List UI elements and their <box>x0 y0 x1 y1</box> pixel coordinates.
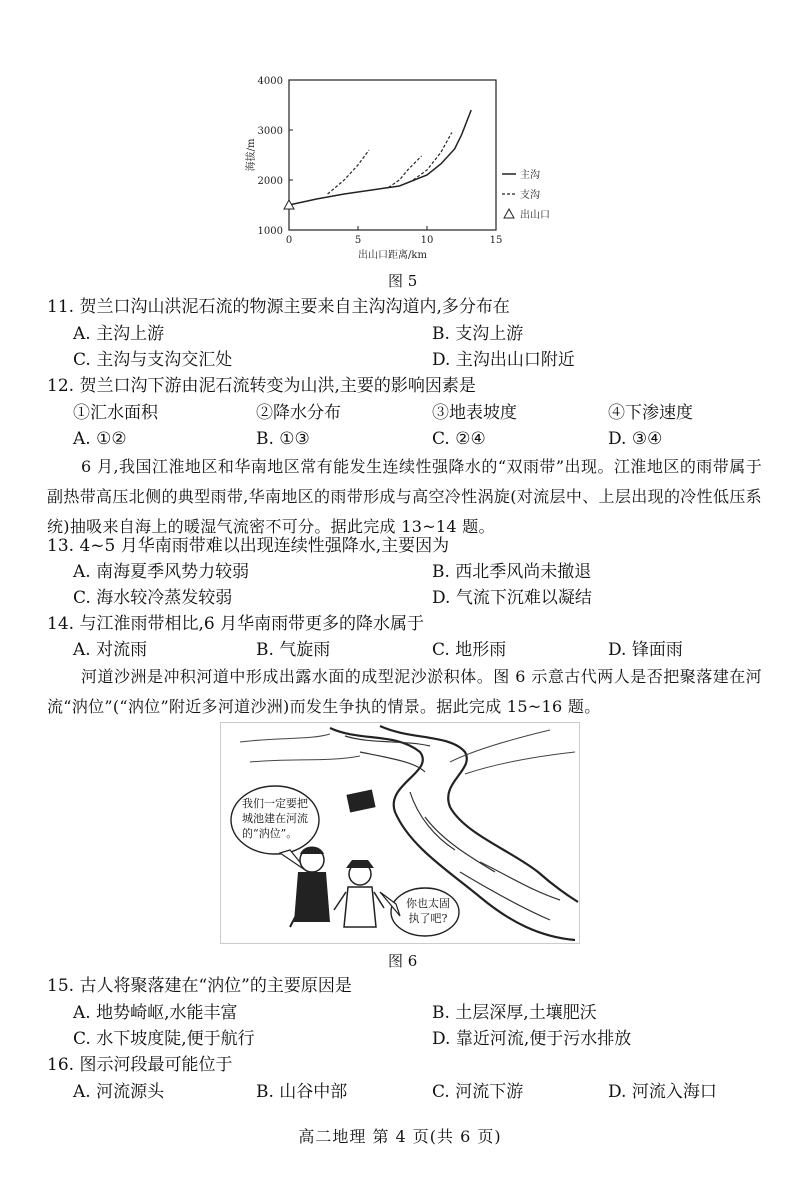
figure6-caption: 图 6 <box>388 952 418 970</box>
q12-factor-4: ④下渗速度 <box>608 403 693 423</box>
x-axis-label: 出山口距离/km <box>358 250 427 261</box>
q12-option-c[interactable]: C. ②④ <box>432 429 486 449</box>
q16-option-d[interactable]: D. 河流入海口 <box>608 1082 717 1102</box>
x-tick-label: 0 <box>285 235 293 246</box>
q14-option-b[interactable]: B. 气旋雨 <box>256 640 331 660</box>
main-gully-line <box>289 110 471 205</box>
legend-outlet-swatch <box>504 209 514 218</box>
q11-option-c[interactable]: C. 主沟与支沟交汇处 <box>73 350 233 370</box>
speech-bubble-city: 我们一定要把 城池建在河流 的“汭位”。 <box>242 797 308 840</box>
passage-river-sandbar: 河道沙洲是冲积河道中形成出露水面的成型泥沙淤积体。图 6 示意古代两人是否把聚落建在河流“汭位”(“汭位”附近多河道沙洲)而发生争执的情景。据此完成 15~16 题。 <box>47 667 762 716</box>
q12-factor-2: ②降水分布 <box>256 403 341 423</box>
q13-option-d[interactable]: D. 气流下沉难以凝结 <box>432 588 592 608</box>
question-12-stem: 12. 贺兰口沟下游由泥石流转变为山洪,主要的影响因素是 <box>47 376 476 396</box>
legend-outlet-label: 出山口 <box>520 210 550 221</box>
q11-option-d[interactable]: D. 主沟出山口附近 <box>432 350 575 370</box>
legend-main-label: 主沟 <box>520 170 540 181</box>
q12-factor-3: ③地表坡度 <box>432 403 517 423</box>
y-axis-label: 海拔/m <box>246 138 257 172</box>
x-tick-label: 5 <box>354 235 362 246</box>
speech-bubble-stubborn: 你也太固 执了吧? <box>406 897 450 925</box>
legend-branch-label: 支沟 <box>520 190 540 201</box>
q11-option-a[interactable]: A. 主沟上游 <box>73 324 165 344</box>
branch-gully-line-1 <box>328 150 369 194</box>
q13-option-b[interactable]: B. 西北季风尚未撤退 <box>432 562 592 582</box>
q11-option-b[interactable]: B. 支沟上游 <box>432 324 524 344</box>
passage-double-rain-belt: 6 月,我国江淮地区和华南地区常有能发生连续性强降水的“双雨带”出现。江淮地区的雨带属于副热带高压北侧的典型雨带,华南地区的雨带形成与高空冷性涡旋(对流层中、上层出现的冷性低压系统)抽吸来自海上的暖湿气流密不可分。据此完成 13~14 题。 <box>47 457 762 536</box>
y-tick-label: 3000 <box>257 126 283 137</box>
y-tick-label: 2000 <box>257 176 283 187</box>
q13-option-c[interactable]: C. 海水较冷蒸发较弱 <box>73 588 233 608</box>
y-tick-label: 1000 <box>257 226 283 237</box>
x-tick-label: 15 <box>489 235 503 246</box>
y-tick-label: 4000 <box>257 76 283 87</box>
question-11-stem: 11. 贺兰口沟山洪泥石流的物源主要来自主沟沟道内,多分布在 <box>47 297 510 317</box>
q14-option-a[interactable]: A. 对流雨 <box>73 640 148 660</box>
figure5-caption: 图 5 <box>388 272 418 290</box>
q12-factor-1: ①汇水面积 <box>73 403 158 423</box>
x-tick-label: 10 <box>420 235 434 246</box>
q15-option-a[interactable]: A. 地势崎岖,水能丰富 <box>73 1003 238 1023</box>
plot-frame <box>289 80 496 230</box>
q15-option-d[interactable]: D. 靠近河流,便于污水排放 <box>432 1029 632 1049</box>
branch-gully-line-2 <box>388 156 421 188</box>
q12-option-a[interactable]: A. ①② <box>73 429 127 449</box>
figure6-illustration <box>220 722 580 944</box>
q16-option-a[interactable]: A. 河流源头 <box>73 1082 165 1102</box>
q16-option-c[interactable]: C. 河流下游 <box>432 1082 524 1102</box>
figure5-chart <box>240 70 570 270</box>
q12-option-b[interactable]: B. ①③ <box>256 429 310 449</box>
q16-option-b[interactable]: B. 山谷中部 <box>256 1082 348 1102</box>
q15-option-c[interactable]: C. 水下坡度陡,便于航行 <box>73 1029 255 1049</box>
page-footer: 高二地理 第 4 页(共 6 页) <box>298 1127 502 1146</box>
question-13-stem: 13. 4~5 月华南雨带难以出现连续性强降水,主要因为 <box>47 536 450 556</box>
q14-option-c[interactable]: C. 地形雨 <box>432 640 507 660</box>
question-16-stem: 16. 图示河段最可能位于 <box>47 1055 233 1075</box>
q14-option-d[interactable]: D. 锋面雨 <box>608 640 683 660</box>
question-14-stem: 14. 与江淮雨带相比,6 月华南雨带更多的降水属于 <box>47 614 425 634</box>
q13-option-a[interactable]: A. 南海夏季风势力较弱 <box>73 562 250 582</box>
q15-option-b[interactable]: B. 土层深厚,土壤肥沃 <box>432 1003 597 1023</box>
q12-option-d[interactable]: D. ③④ <box>608 429 663 449</box>
question-15-stem: 15. 古人将聚落建在“汭位”的主要原因是 <box>47 976 352 996</box>
branch-gully-line-3 <box>413 133 452 181</box>
